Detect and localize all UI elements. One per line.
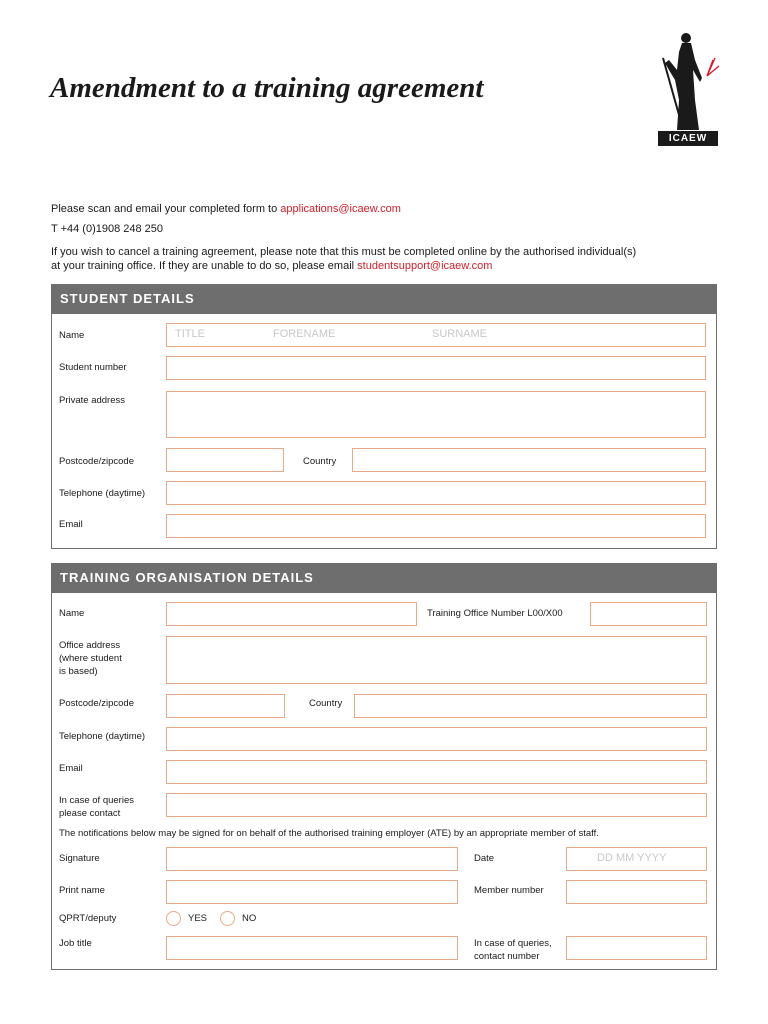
training-country-field[interactable] <box>354 694 707 718</box>
queries-contact-label-line-1: In case of queries <box>59 795 134 806</box>
office-address-label <box>59 639 122 678</box>
date-label: Date <box>474 853 495 864</box>
office-number-label: Training Office Number L00/X00 <box>427 608 563 619</box>
date-placeholder: DD MM YYYY <box>597 852 667 864</box>
print-name-label: Print name <box>59 885 105 896</box>
icaew-logo-text: ICAEW <box>658 131 718 146</box>
intro-cancel-line-1: If you wish to cancel a training agreement, please note that this must be completed online by the authorised individual(s) <box>51 246 637 258</box>
qprt-yes-label: YES <box>188 913 208 924</box>
title-placeholder: TITLE <box>175 328 205 340</box>
notification-note: The notifications below may be signed for on behalf of the authorised training employer (ATE) by an appropriate member of staff. <box>59 828 599 839</box>
office-address-label-line-3: is based) <box>59 666 98 677</box>
student-number-field[interactable] <box>166 356 706 380</box>
student-telephone-field[interactable] <box>166 481 706 505</box>
queries-contact-number-label <box>474 937 552 963</box>
training-postcode-field[interactable] <box>166 694 285 718</box>
queries-contact-field[interactable] <box>166 793 707 817</box>
student-name-label: Name <box>59 330 85 341</box>
applications-email-link[interactable]: applications@icaew.com <box>280 203 401 215</box>
signature-label: Signature <box>59 853 100 864</box>
intro-scan-text: Please scan and email your completed form to <box>51 203 281 215</box>
queries-contact-number-field[interactable] <box>566 936 707 960</box>
queries-contact-label <box>59 794 134 820</box>
forename-placeholder: FORENAME <box>273 328 336 340</box>
training-email-label: Email <box>59 763 83 774</box>
queries-contact-number-label-line-1: In case of queries, <box>474 938 552 949</box>
studentsupport-email-link[interactable]: studentsupport@icaew.com <box>357 260 493 272</box>
private-address-label: Private address <box>59 395 126 406</box>
student-postcode-label: Postcode/zipcode <box>59 456 134 467</box>
student-details-header: STUDENT DETAILS <box>51 284 717 314</box>
intro-cancel-line-2 <box>51 259 492 273</box>
office-address-label-line-2: (where student <box>59 653 122 664</box>
intro-phone: T +44 (0)1908 248 250 <box>51 223 164 235</box>
member-number-field[interactable] <box>566 880 707 904</box>
qprt-yes-radio[interactable] <box>166 911 181 926</box>
queries-contact-number-label-line-2: contact number <box>474 951 540 962</box>
training-postcode-label: Postcode/zipcode <box>59 698 134 709</box>
training-name-field[interactable] <box>166 602 417 626</box>
training-country-label: Country <box>309 698 343 709</box>
student-email-label: Email <box>59 519 83 530</box>
training-organisation-header: TRAINING ORGANISATION DETAILS <box>51 563 717 593</box>
training-telephone-field[interactable] <box>166 727 707 751</box>
date-field[interactable] <box>566 847 707 871</box>
office-number-field[interactable] <box>590 602 707 626</box>
office-address-label-line-1: Office address <box>59 640 121 651</box>
office-address-field[interactable] <box>166 636 707 684</box>
qprt-no-label: NO <box>242 913 257 924</box>
student-number-label: Student number <box>59 362 127 373</box>
signature-field[interactable] <box>166 847 458 871</box>
private-address-field[interactable] <box>166 391 706 438</box>
student-country-field[interactable] <box>352 448 706 472</box>
training-email-field[interactable] <box>166 760 707 784</box>
intro-cancel-text: at your training office. If they are unable to do so, please email <box>51 260 358 272</box>
surname-placeholder: SURNAME <box>432 328 488 340</box>
page-title: Amendment to a training agreement <box>50 72 484 104</box>
job-title-field[interactable] <box>166 936 458 960</box>
student-postcode-field[interactable] <box>166 448 284 472</box>
queries-contact-label-line-2: please contact <box>59 808 121 819</box>
student-country-label: Country <box>303 456 337 467</box>
job-title-label: Job title <box>59 938 92 949</box>
qprt-no-radio[interactable] <box>220 911 235 926</box>
training-name-label: Name <box>59 608 85 619</box>
student-email-field[interactable] <box>166 514 706 538</box>
member-number-label: Member number <box>474 885 544 896</box>
training-telephone-label: Telephone (daytime) <box>59 731 146 742</box>
student-telephone-label: Telephone (daytime) <box>59 488 146 499</box>
qprt-deputy-label: QPRT/deputy <box>59 913 117 924</box>
student-name-field[interactable] <box>166 323 706 347</box>
intro-scan-line <box>51 202 401 216</box>
print-name-field[interactable] <box>166 880 458 904</box>
